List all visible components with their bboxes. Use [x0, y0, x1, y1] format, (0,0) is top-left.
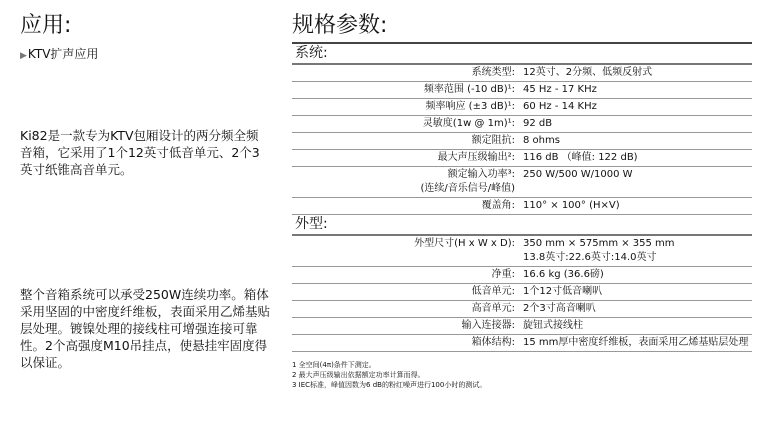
- spec-value: 2个3寸高音喇叭: [523, 303, 596, 314]
- application-heading: 应用:: [20, 13, 72, 38]
- spec-row: [292, 99, 752, 116]
- spec-row: [292, 150, 752, 167]
- spec-label: 频率响应 (±3 dB)¹:: [425, 101, 515, 112]
- feature-paragraph: 整个音箱系统可以承受250W连续功率。箱体采用坚固的中密度纤维板，表面采用乙烯基贴层处理。镀镍处理的接线柱可增强连接可靠性。2个高强度M10吊挂点，使悬挂牢固度得以保证。: [20, 287, 271, 370]
- spec-label: 低音单元:: [471, 286, 515, 297]
- footnote: 3 IEC标准，峰值因数为6 dB的粉红噪声进行100小时的测试。: [292, 381, 487, 389]
- spec-row: [292, 116, 752, 133]
- spec-row: [292, 65, 752, 82]
- spec-row: [292, 236, 752, 267]
- spec-value: 60 Hz - 14 KHz: [523, 101, 597, 112]
- spec-row: [292, 167, 752, 198]
- spec-label: 灵敏度(1w @ 1m)¹:: [422, 118, 515, 129]
- footnote: 1 全空间(4π)条件下测定。: [292, 361, 376, 369]
- footnote: 2 最大声压级输出依据额定功率计算而得。: [292, 371, 425, 379]
- spec-label: 输入连接器:: [461, 320, 515, 331]
- spec-value: 12英寸、2分频、低频反射式: [523, 67, 653, 78]
- spec-row: [292, 267, 752, 284]
- spec-row: [292, 335, 752, 352]
- spec-value: 45 Hz - 17 KHz: [523, 84, 597, 95]
- spec-row: [292, 284, 752, 301]
- spec-label: 额定输入功率³: (连续/音乐信号/峰值): [420, 169, 515, 194]
- spec-row: [292, 318, 752, 335]
- spec-value: 250 W/500 W/1000 W: [523, 169, 633, 180]
- spec-label: 净重:: [491, 269, 515, 280]
- spec-value: 16.6 kg (36.6磅): [523, 269, 604, 280]
- spec-value: 92 dB: [523, 118, 553, 129]
- spec-label: 外型尺寸(H x W x D):: [414, 238, 515, 249]
- spec-label: 最大声压级输出²:: [437, 152, 515, 163]
- footnotes: [292, 360, 486, 390]
- triangle-bullet-icon: ▶: [20, 51, 27, 61]
- spec-value: 110° × 100° (H×V): [523, 200, 620, 211]
- spec-label: 额定阻抗:: [471, 135, 515, 146]
- spec-row: [292, 82, 752, 99]
- spec-value: 15 mm厚中密度纤维板，表面采用乙烯基贴层处理: [523, 337, 749, 348]
- description-paragraph: Ki82是一款专为KTV包厢设计的两分频全频音箱，它采用了1个12英寸低音单元、2个3英寸纸锥高音单元。: [20, 128, 260, 177]
- section-heading: 外型:: [292, 215, 752, 236]
- spec-label: 系统类型:: [471, 67, 515, 78]
- spec-row: [292, 301, 752, 318]
- spec-value: 1个12寸低音喇叭: [523, 286, 603, 297]
- spec-label: 频率范围 (-10 dB)¹:: [423, 84, 515, 95]
- spec-value: 旋钮式接线柱: [523, 320, 583, 331]
- spec-row: [292, 198, 752, 215]
- section-heading: 系统:: [292, 44, 752, 65]
- spec-label: 覆盖角:: [481, 200, 515, 211]
- spec-row: [292, 133, 752, 150]
- spec-value: 8 ohms: [523, 135, 560, 146]
- spec-value: 116 dB （峰值: 122 dB): [523, 152, 638, 163]
- spec-label: 箱体结构:: [471, 337, 515, 348]
- application-item: [20, 45, 98, 62]
- spec-value: 350 mm × 575mm × 355 mm 13.8英寸:22.6英寸:14.0英寸: [523, 238, 675, 263]
- application-label: KTV扩声应用: [27, 47, 99, 61]
- specs-table: [292, 42, 752, 352]
- specs-heading: 规格参数:: [292, 13, 388, 38]
- spec-label: 高音单元:: [471, 303, 515, 314]
